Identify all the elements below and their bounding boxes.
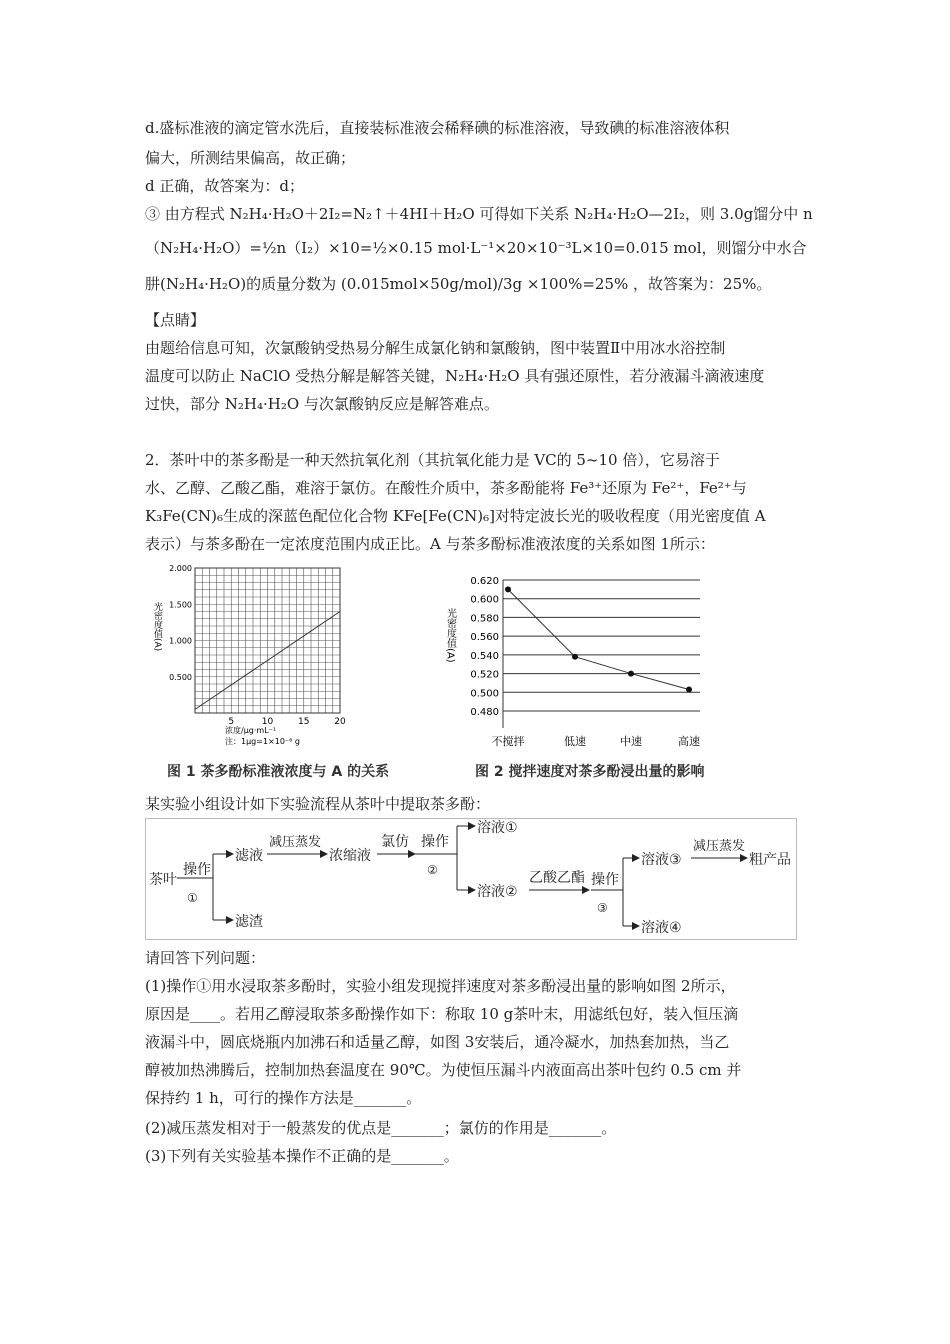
question-text: K₃Fe(CN)₆生成的深蓝色配位化合物 KFe[Fe(CN)₆]对特定波长光的吸收程度（用光密度值 A (145, 507, 766, 525)
flow-residue: 滤渣 (235, 914, 263, 930)
fig2-caption: 图 2 搅拌速度对茶多酚浸出量的影响 (475, 764, 705, 780)
question-text: 请回答下列问题： (145, 949, 266, 967)
fig2-ytick-label: 0.480 (470, 707, 499, 718)
fig2-data-point (572, 654, 578, 660)
fig2-xtick-label: 中速 (620, 735, 642, 748)
section-heading: 【点睛】 (145, 311, 206, 329)
question-text: 液漏斗中，圆底烧瓶内加沸石和适量乙醇，如图 3安装后，通冷凝水，加热套加热，当乙 (145, 1033, 730, 1051)
fig1-ytick-label: 0.500 (169, 672, 192, 682)
fig2-ytick-label: 0.540 (470, 650, 499, 662)
text-line: d.盛标准液的滴定管水洗后，直接装标准液会稀释碘的标准溶液，导致碘的标准溶液体积 (145, 119, 730, 137)
fig1-xnote: 注：1μg=1×10⁻⁶ g (225, 737, 300, 746)
fig1-xtick-label: 10 (261, 717, 274, 727)
question-text: 原因是____。若用乙醇浸取茶多酚操作如下：称取 10 g茶叶末，用滤纸包好，装入恒压滴 (145, 1005, 739, 1023)
figure-1 (152, 564, 346, 746)
flow-sol2: 溶液② (477, 884, 518, 900)
fig2-xtick-label: 不搅拌 (491, 735, 525, 748)
text-line: 温度可以防止 NaClO 受热分解是解答关键，N₂H₄·H₂O 具有强还原性，若分液漏斗滴液速度 (145, 367, 765, 385)
question-text: (3)下列有关实验基本操作不正确的是_______。 (145, 1147, 459, 1165)
question-text: 醇被加热沸腾后，控制加热套温度在 90℃。为使恒压漏斗内液面高出茶叶包约 0.5 cm 并 (145, 1061, 742, 1079)
fig1-ytick-label: 1.000 (169, 636, 192, 646)
fig2-ytick-label: 0.520 (470, 669, 499, 681)
flow-op2-num: ② (427, 863, 438, 877)
flow-ethyl-acetate: 乙酸乙酯 (529, 870, 585, 886)
flow-sol4: 溶液④ (641, 920, 682, 936)
fig2-ytick-label: 0.560 (470, 632, 499, 644)
text-line: d 正确，故答案为：d； (145, 177, 304, 195)
flow-op2: 操作 (421, 834, 449, 850)
flow-op3: 操作 (591, 872, 619, 888)
flow-chloroform: 氯仿 (381, 834, 409, 850)
fig2-data-point (686, 686, 692, 692)
text-line: 偏大，所测结果偏高，故正确； (145, 149, 356, 167)
fig1-ylabel: 光密度值(A) (152, 602, 162, 652)
fig1-ytick-label: 2.000 (169, 564, 192, 573)
flow-sol1: 溶液① (477, 820, 518, 836)
text-line: 过快，部分 N₂H₄·H₂O 与次氯酸钠反应是解答难点。 (145, 395, 499, 413)
fig1-xtick-label: 5 (228, 717, 235, 727)
question-text: 2．茶叶中的茶多酚是一种天然抗氧化剂（其抗氧化能力是 VC的 5~10 倍），它易溶于 (145, 451, 720, 469)
flow-op3-num: ③ (597, 901, 608, 915)
fig2-data-point (505, 586, 511, 592)
flow-filtrate: 滤液 (235, 848, 263, 864)
fig2-ytick-label: 0.620 (470, 576, 499, 587)
text-line: 肼(N₂H₄·H₂O)的质量分数为 (0.015mol×50g/mol)/3g ×100%=25% ，故答案为：25%。 (145, 275, 772, 293)
flow-evap2: 减压蒸发 (693, 839, 746, 854)
text-line: 由题给信息可知，次氯酸钠受热易分解生成氯化钠和氯酸钠，图中装置Ⅱ中用冰水浴控制 (145, 339, 726, 357)
flow-diagram (145, 818, 797, 940)
flow-conc: 浓缩液 (329, 848, 371, 864)
question-text: 保持约 1 h，可行的操作方法是_______。 (145, 1089, 422, 1107)
fig2-xtick-label: 高速 (678, 735, 700, 748)
flow-op1-num: ① (187, 891, 198, 905)
flow-product: 粗产品 (749, 852, 791, 868)
flow-intro: 某实验小组设计如下实验流程从茶叶中提取茶多酚： (145, 795, 491, 813)
fig2-ylabel: 光密度值(A) (444, 608, 456, 663)
fig1-xtick-label: 20 (334, 717, 346, 727)
figure-2 (445, 576, 701, 748)
question-text: (2)减压蒸发相对于一般蒸发的优点是_______；氯仿的作用是_______。 (145, 1119, 617, 1137)
flow-sol3: 溶液③ (641, 852, 682, 868)
flow-evap: 减压蒸发 (269, 835, 322, 850)
fig2-xtick-label: 低速 (564, 735, 586, 748)
flow-op1: 操作 (183, 862, 211, 878)
fig2-ytick-label: 0.600 (470, 594, 499, 606)
fig1-caption: 图 1 茶多酚标准液浓度与 A 的关系 (167, 764, 390, 780)
fig2-data-line (508, 589, 689, 689)
fig2-ytick-label: 0.580 (470, 613, 499, 625)
fig1-xtick-label: 15 (298, 717, 310, 727)
question-text: 表示）与茶多酚在一定浓度范围内成正比。A 与茶多酚标准液浓度的关系如图 1所示： (145, 535, 715, 553)
fig1-xlabel: 浓度/μg·mL⁻¹ (225, 726, 277, 735)
fig2-data-point (628, 671, 634, 677)
flow-tea: 茶叶 (149, 872, 177, 888)
figures-panel (145, 560, 749, 780)
question-text: (1)操作①用水浸取茶多酚时，实验小组发现搅拌速度对茶多酚浸出量的影响如图 2所示， (145, 977, 736, 995)
fig1-ytick-label: 1.500 (169, 600, 192, 610)
question-text: 水、乙醇、乙酸乙酯，难溶于氯仿。在酸性介质中，茶多酚能将 Fe³⁺还原为 Fe²⁺，Fe²⁺与 (145, 479, 747, 497)
text-line: （N₂H₄·H₂O）=½n（I₂）×10=½×0.15 mol·L⁻¹×20×10⁻³L×10=0.015 mol，则馏分中水合 (145, 239, 807, 257)
fig2-ytick-label: 0.500 (470, 688, 499, 700)
text-line: ③ 由方程式 N₂H₄·H₂O＋2I₂=N₂↑＋4HI＋H₂O 可得如下关系 N₂H₄·H₂O—2I₂，则 3.0g馏分中 n (145, 205, 813, 223)
